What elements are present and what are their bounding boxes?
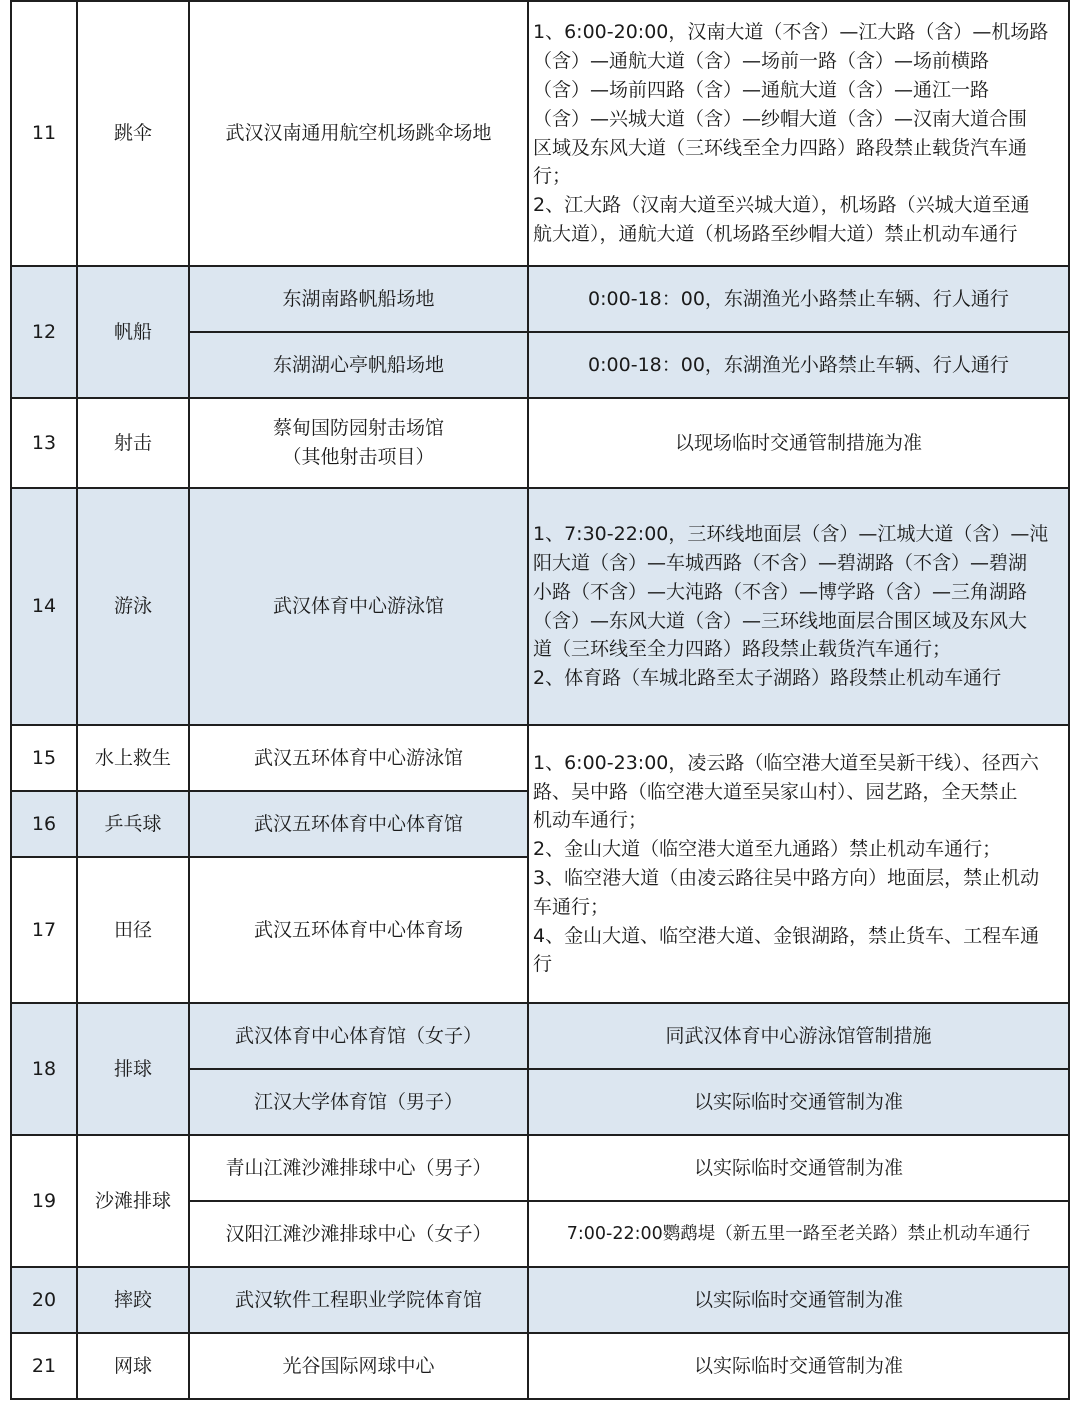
measure-line: 车通行；	[533, 895, 610, 918]
traffic-measures	[528, 1, 1069, 266]
traffic-measures: 以实际临时交通管制为准	[528, 1333, 1069, 1399]
measure-line: 2、金山大道（临空港大道至九通路）禁止机动车通行；	[533, 838, 1002, 861]
row-number: 11	[11, 1, 77, 266]
traffic-measures: 以实际临时交通管制为准	[528, 1135, 1069, 1201]
venue-name: 青山江滩沙滩排球中心（男子）	[189, 1135, 528, 1201]
measure-line: 机动车通行；	[533, 809, 648, 832]
sport-name: 帆船	[77, 266, 189, 398]
measure-line: 阳大道（含）—车城西路（不含）—碧湖路（不含）—碧湖	[533, 551, 1028, 574]
measure-line: 1、7:30-22:00，三环线地面层（含）—江城大道（含）—沌	[533, 523, 1049, 546]
sport-name: 田径	[77, 857, 189, 1003]
measure-line: 小路（不含）—大沌路（不含）—博学路（含）—三角湖路	[533, 580, 1028, 603]
venue-name: 武汉软件工程职业学院体育馆	[189, 1267, 528, 1333]
venue-name: 江汉大学体育馆（男子）	[189, 1069, 528, 1135]
row-number: 18	[11, 1003, 77, 1135]
venue-name: 武汉五环体育中心体育馆	[189, 791, 528, 857]
table-row-11	[11, 1, 1069, 266]
table-row-12a	[11, 266, 1069, 332]
measure-line: 行；	[533, 165, 572, 188]
sport-name: 摔跤	[77, 1267, 189, 1333]
measure-line: 区域及东风大道（三环线至全力四路）路段禁止载货汽车通	[533, 136, 1028, 159]
row-number: 16	[11, 791, 77, 857]
measure-line: （含）—通航大道（含）—场前一路（含）—场前横路	[533, 50, 990, 73]
row-number: 13	[11, 398, 77, 488]
venue-name: 武汉五环体育中心体育场	[189, 857, 528, 1003]
traffic-measures: 0:00-18：00，东湖渔光小路禁止车辆、行人通行	[528, 266, 1069, 332]
measure-line: 3、临空港大道（由凌云路往吴中路方向）地面层，禁止机动	[533, 867, 1040, 889]
table-row-21	[11, 1333, 1069, 1399]
sport-name: 乒乓球	[77, 791, 189, 857]
sport-name: 网球	[77, 1333, 189, 1399]
venue-line: （其他射击项目）	[282, 446, 435, 468]
traffic-measures: 同武汉体育中心游泳馆管制措施	[528, 1003, 1069, 1069]
table-row-20	[11, 1267, 1069, 1333]
venue-name	[189, 398, 528, 488]
venue-name: 汉阳江滩沙滩排球中心（女子）	[189, 1201, 528, 1267]
sport-name: 水上救生	[77, 725, 189, 791]
measure-line: 行	[533, 953, 553, 976]
sport-name: 沙滩排球	[77, 1135, 189, 1267]
row-number: 19	[11, 1135, 77, 1267]
sport-name: 游泳	[77, 488, 189, 725]
venue-line: 蔡甸国防园射击场馆	[272, 417, 444, 440]
measure-line: 航大道），通航大道（机场路至纱帽大道）禁止机动车通行	[533, 222, 1018, 245]
table-row-15	[11, 725, 1069, 791]
traffic-measures: 7:00-22:00鹦鹉堤（新五里一路至老关路）禁止机动车通行	[528, 1201, 1069, 1267]
sport-name: 排球	[77, 1003, 189, 1135]
table-row-19a	[11, 1135, 1069, 1201]
traffic-measures: 0:00-18：00，东湖渔光小路禁止车辆、行人通行	[528, 332, 1069, 398]
traffic-measures: 以实际临时交通管制为准	[528, 1069, 1069, 1135]
row-number: 14	[11, 488, 77, 725]
row-number: 20	[11, 1267, 77, 1333]
measure-line: 2、江大路（汉南大道至兴城大道），机场路（兴城大道至通	[533, 194, 1030, 217]
measure-line: （含）—兴城大道（含）—纱帽大道（含）—汉南大道合围	[533, 107, 1028, 130]
venue-name: 武汉汉南通用航空机场跳伞场地	[189, 1, 528, 266]
traffic-control-table	[10, 0, 1070, 1400]
measure-line: （含）—场前四路（含）—通航大道（含）—通江一路	[533, 78, 990, 101]
row-number: 17	[11, 857, 77, 1003]
row-number: 15	[11, 725, 77, 791]
measure-line: 2、体育路（车城北路至太子湖路）路段禁止机动车通行	[533, 667, 1002, 690]
traffic-measures	[528, 488, 1069, 725]
measure-line: 4、金山大道、临空港大道、金银湖路，禁止货车、工程车通	[533, 924, 1040, 947]
venue-name: 武汉五环体育中心游泳馆	[189, 725, 528, 791]
measure-line: 路、吴中路（临空港大道至吴家山村）、园艺路，全天禁止	[533, 780, 1018, 803]
venue-name: 武汉体育中心游泳馆	[189, 488, 528, 725]
row-number: 12	[11, 266, 77, 398]
table-row-18a	[11, 1003, 1069, 1069]
venue-name: 光谷国际网球中心	[189, 1333, 528, 1399]
venue-name: 东湖湖心亭帆船场地	[189, 332, 528, 398]
measure-line: 1、6:00-20:00，汉南大道（不含）—江大路（含）—机场路	[533, 21, 1049, 44]
traffic-measures: 以现场临时交通管制措施为准	[528, 398, 1069, 488]
venue-name: 武汉体育中心体育馆（女子）	[189, 1003, 528, 1069]
sport-name: 射击	[77, 398, 189, 488]
table-row-13	[11, 398, 1069, 488]
measure-line: 1、6:00-23:00，凌云路（临空港大道至吴新干线）、径西六	[533, 751, 1039, 774]
measure-line: （含）—东风大道（含）—三环线地面层合围区域及东风大	[533, 609, 1028, 632]
traffic-measures	[528, 725, 1069, 1003]
measure-line: 道（三环线至全力四路）路段禁止载货汽车通行；	[533, 638, 952, 661]
table-row-14	[11, 488, 1069, 725]
traffic-measures: 以实际临时交通管制为准	[528, 1267, 1069, 1333]
venue-name: 东湖南路帆船场地	[189, 266, 528, 332]
sport-name: 跳伞	[77, 1, 189, 266]
row-number: 21	[11, 1333, 77, 1399]
